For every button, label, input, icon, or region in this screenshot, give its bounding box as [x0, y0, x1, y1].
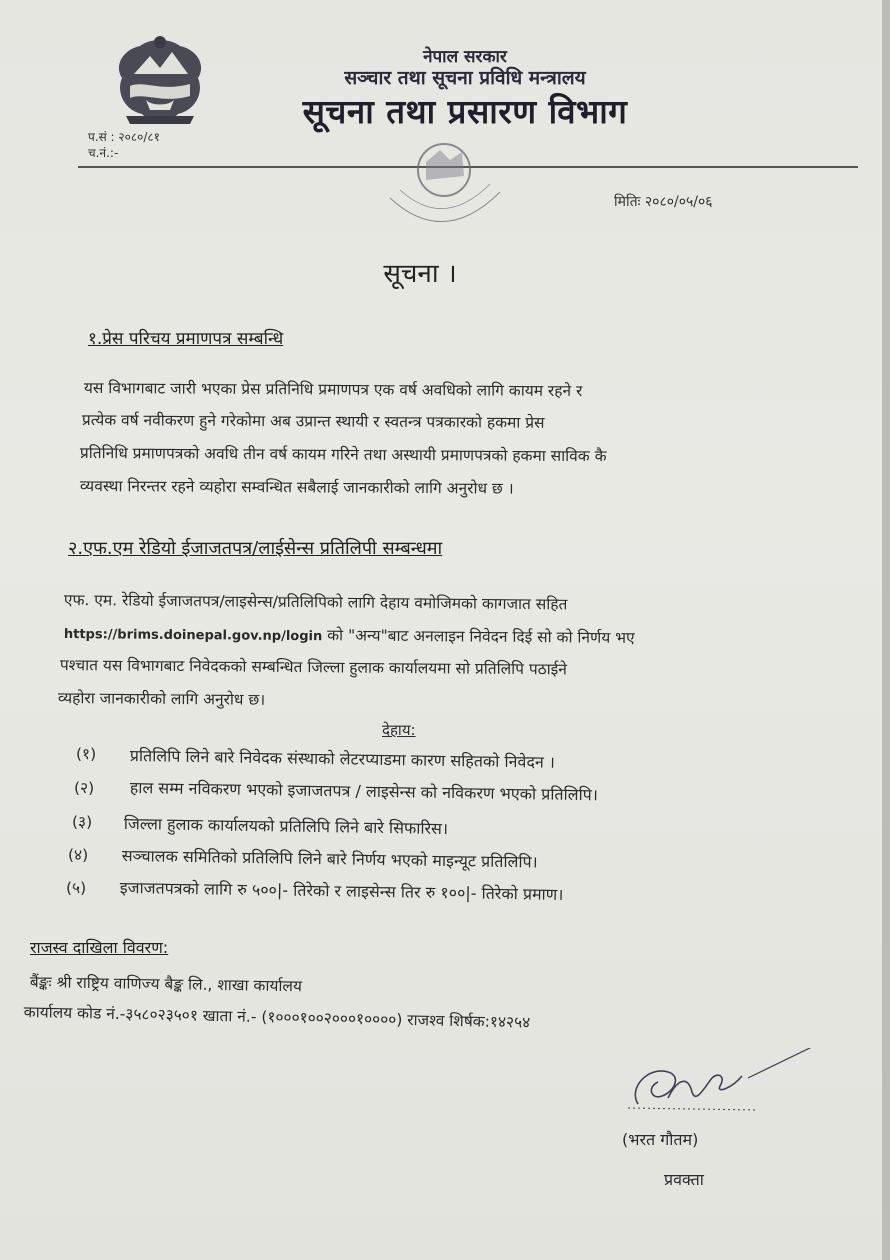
letter-date: मितिः २०८०/०५/०६ — [614, 194, 713, 210]
official-stamp-icon — [378, 130, 510, 242]
list-item-number: (१) — [76, 745, 97, 763]
section1-line: व्यवस्था निरन्तर रहने व्यहोरा सम्वन्धित सबैलाई जानकारीको लागि अनुरोध छ । — [79, 476, 514, 498]
list-heading: देहाय: — [382, 721, 416, 739]
bank-details: बैंङ्कः श्री राष्ट्रिय वाणिज्य बैङ्क लि., शाखा कार्यालय — [29, 972, 303, 996]
section1-line: प्रतिनिधि प्रमाणपत्रको अवधि तीन वर्ष कायम गरिने तथा अस्थायी प्रमाणपत्रको हकमा साविक कै — [79, 443, 607, 466]
dispatch-number: च.नं.:- — [88, 146, 119, 160]
list-item-text: प्रतिलिपि लिने बारे निवेदक संस्थाको लेटरप्याडमा कारण सहितको निवेदन । — [129, 745, 556, 772]
section2-line2-rest: को "अन्य"बाट अनलाइन निवेदन दिई सो को निर्णय भए — [322, 626, 635, 647]
letter-number: प.सं : २०८०/८१ — [88, 130, 160, 144]
section2-heading: २.एफ.एम रेडियो ईजाजतपत्र/लाईसेन्स प्रतिलिपी सम्बन्धमा — [68, 538, 443, 559]
list-item-number: (३) — [72, 813, 93, 831]
signatory-designation: प्रवक्ता — [664, 1170, 704, 1189]
notice-title: सूचना । — [383, 259, 457, 289]
list-item-number: (२) — [74, 779, 95, 797]
login-url-link[interactable]: https://brims.doinepal.gov.np/login — [63, 626, 323, 645]
section2-line — [64, 623, 635, 649]
list-item-number: (४) — [68, 846, 89, 864]
list-item-text: सञ्चालक समितिको प्रतिलिपि लिने बारे निर्णय भएको माइन्यूट प्रतिलिपि। — [121, 845, 538, 872]
list-item-number: (५) — [66, 879, 87, 897]
ministry-name: सञ्चार तथा सूचना प्रविधि मन्त्रालय — [344, 67, 586, 89]
office-code-details: कार्यालय कोड नं.-३५८०२३५०१ खाता नं.- (१०००१००२०००१००००) राजश्व शिर्षक:१४२५४ — [23, 1002, 531, 1032]
section2-line: एफ. एम. रेडियो ईजाजतपत्र/लाइसेन्स/प्रतिलिपिको लागि देहाय वमोजिमको कागजात सहित — [63, 590, 568, 614]
signatory-name: (भरत गौतम) — [622, 1130, 699, 1149]
government-name: नेपाल सरकार — [423, 47, 507, 67]
list-item-text: इजाजतपत्रको लागि रु ५००|- तिरेको र लाइसेन्स तिर रु १००|- तिरेको प्रमाण। — [119, 877, 564, 904]
section1-line: प्रत्येक वर्ष नवीकरण हुने गरेकोमा अब उप्रान्त स्थायी र स्वतन्त्र पत्रकारको हकमा प्रेस — [81, 410, 545, 432]
department-name: सूचना तथा प्रसारण विभाग — [302, 92, 628, 131]
list-item-text: जिल्ला हुलाक कार्यालयको प्रतिलिपि लिने बारे सिफारिस। — [123, 813, 449, 839]
section1-line: यस विभागबाट जारी भएका प्रेस प्रतिनिधि प्रमाणपत्र एक वर्ष अवधिको लागि कायम रहने र — [83, 378, 583, 401]
section2-line: पश्चात यस विभागबाट निवेदकको सम्बन्धित जिल्ला हुलाक कार्यालयमा सो प्रतिलिपि पठाईने — [59, 655, 568, 679]
section1-heading: १.प्रेस परिचय प्रमाणपत्र सम्बन्धि — [88, 329, 284, 349]
revenue-heading: राजस्व दाखिला विवरण: — [30, 938, 169, 957]
handwritten-signature — [608, 1048, 828, 1128]
section2-line: व्यहोरा जानकारीको लागि अनुरोध छ। — [57, 688, 266, 709]
list-item-text: हाल सम्म नविकरण भएको इजाजतपत्र / लाइसेन्स को नविकरण भएको प्रतिलिपि। — [129, 777, 599, 805]
